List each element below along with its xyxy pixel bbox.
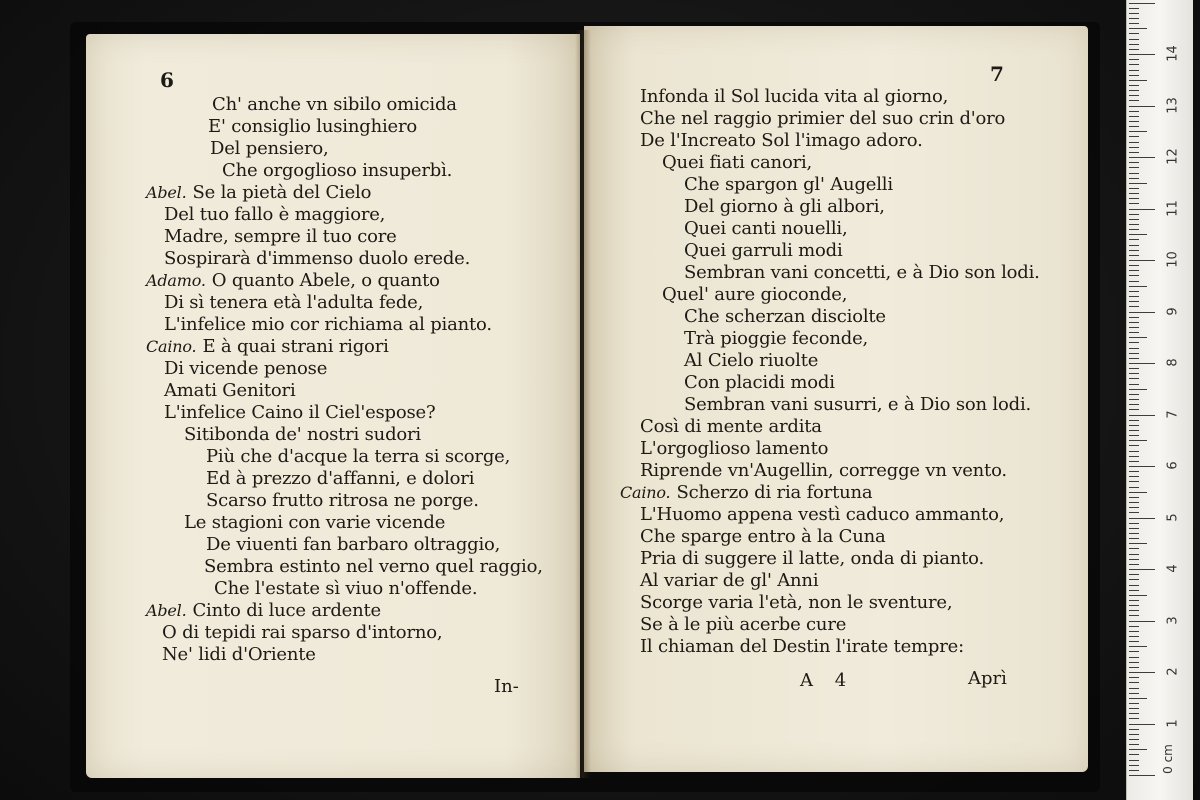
text-line — [640, 526, 886, 548]
verse-text: Quei garruli modi — [684, 240, 843, 261]
ruler-tick — [1129, 415, 1155, 416]
text-line — [640, 416, 822, 438]
measurement-ruler — [1126, 0, 1193, 800]
ruler-tick — [1129, 724, 1155, 725]
text-line — [204, 556, 543, 578]
text-line — [640, 108, 1005, 130]
verse-text: De l'Increato Sol l'imago adoro. — [640, 130, 923, 151]
ruler-tick — [1129, 657, 1139, 658]
verse-text: Che nel raggio primier del suo crin d'oro — [640, 108, 1006, 129]
ruler-tick — [1129, 111, 1139, 112]
ruler-tick — [1129, 404, 1139, 405]
right-catchword: Aprì — [968, 668, 1007, 689]
ruler-tick — [1129, 363, 1155, 364]
ruler-tick — [1129, 543, 1147, 544]
verse-text: Del tuo fallo è maggiore, — [164, 204, 386, 225]
ruler-tick — [1129, 368, 1139, 369]
text-line — [684, 174, 893, 196]
ruler-number: 7 — [1165, 409, 1181, 419]
ruler-tick — [1129, 260, 1155, 261]
verse-text: Ne' lidi d'Oriente — [162, 644, 316, 665]
ruler-tick — [1129, 605, 1139, 606]
ruler-tick — [1129, 306, 1139, 307]
ruler-tick — [1129, 265, 1139, 266]
ruler-tick — [1129, 729, 1139, 730]
ruler-tick — [1129, 461, 1139, 462]
text-line — [164, 204, 385, 226]
ruler-tick — [1129, 275, 1139, 276]
ruler-tick — [1129, 193, 1139, 194]
verse-text: Di vicende penose — [164, 358, 328, 379]
ruler-tick — [1129, 90, 1139, 91]
verse-text: L'infelice Caino il Ciel'espose? — [164, 402, 436, 423]
verse-text: Più che d'acque la terra si scorge, — [206, 446, 511, 467]
ruler-tick — [1129, 209, 1155, 210]
ruler-tick — [1129, 332, 1139, 333]
text-line — [206, 534, 500, 556]
ruler-tick — [1129, 590, 1139, 591]
text-line — [146, 336, 389, 358]
verse-text: Con placidi modi — [684, 372, 835, 393]
text-line — [684, 218, 847, 240]
ruler-tick — [1129, 39, 1139, 40]
verse-text: Le stagioni con varie vicende — [184, 512, 446, 533]
ruler-tick — [1129, 70, 1139, 71]
verse-text: Sembra estinto nel verno quel raggio, — [204, 556, 543, 577]
ruler-tick — [1129, 173, 1139, 174]
ruler-tick — [1129, 54, 1155, 55]
ruler-tick — [1129, 18, 1139, 19]
ruler-tick — [1129, 317, 1139, 318]
verse-text: Madre, sempre il tuo core — [164, 226, 397, 247]
verse-text: Scorge varia l'età, non le sventure, — [640, 592, 953, 613]
text-line — [684, 196, 885, 218]
ruler-number: 10 — [1165, 251, 1181, 268]
book-gutter — [575, 30, 591, 778]
speaker-name: Caino. — [620, 483, 671, 502]
verse-text: Sembran vani concetti, e à Dio son lodi. — [684, 262, 1040, 283]
text-line — [640, 548, 984, 570]
ruler-tick — [1129, 296, 1139, 297]
right-page-number: 7 — [990, 62, 1004, 86]
ruler-tick — [1129, 394, 1139, 395]
ruler-tick — [1129, 28, 1147, 29]
ruler-tick — [1129, 451, 1139, 452]
ruler-tick — [1129, 471, 1139, 472]
ruler-tick — [1129, 162, 1139, 163]
verse-text: L'infelice mio cor richiama al pianto. — [164, 314, 492, 335]
ruler-tick — [1129, 646, 1147, 647]
ruler-tick — [1129, 270, 1139, 271]
speaker-name: Caino. — [146, 337, 197, 356]
text-line — [640, 438, 828, 460]
ruler-number: 9 — [1165, 306, 1181, 316]
verse-text: Che orgoglioso insuperbì. — [222, 160, 453, 181]
text-line — [684, 394, 1031, 416]
ruler-tick — [1129, 239, 1139, 240]
ruler-tick — [1129, 152, 1139, 153]
ruler-tick — [1129, 497, 1139, 498]
ruler-number: 14 — [1165, 45, 1181, 62]
ruler-tick — [1129, 389, 1147, 390]
left-catchword: In- — [494, 676, 519, 697]
ruler-tick — [1129, 641, 1139, 642]
ruler-number: 12 — [1165, 148, 1181, 165]
verse-text: Che sparge entro à la Cuna — [640, 526, 886, 547]
text-line — [620, 482, 872, 504]
ruler-tick — [1129, 384, 1139, 385]
verse-text: Scarso frutto ritrosa ne porge. — [206, 490, 479, 511]
ruler-tick — [1129, 749, 1147, 750]
ruler-tick — [1129, 353, 1139, 354]
ruler-tick — [1129, 100, 1139, 101]
text-line — [146, 182, 371, 204]
ruler-tick — [1129, 693, 1139, 694]
text-line — [662, 152, 812, 174]
ruler-tick — [1129, 754, 1139, 755]
ruler-tick — [1129, 775, 1155, 776]
ruler-tick — [1129, 337, 1147, 338]
verse-text: Scherzo di ria fortuna — [676, 482, 873, 503]
ruler-tick — [1129, 507, 1139, 508]
ruler-tick — [1129, 672, 1155, 673]
verse-text: Quel' aure gioconde, — [662, 284, 848, 305]
ruler-tick — [1129, 126, 1139, 127]
ruler-number: 5 — [1165, 512, 1181, 522]
verse-text: O quanto Abele, o quanto — [211, 270, 440, 291]
text-line — [640, 592, 952, 614]
verse-text: Sembran vani susurri, e à Dio son lodi. — [684, 394, 1032, 415]
ruler-tick — [1129, 301, 1139, 302]
ruler-tick — [1129, 574, 1139, 575]
ruler-tick — [1129, 183, 1147, 184]
ruler-tick — [1129, 466, 1155, 467]
verse-text: Cinto di luce ardente — [192, 600, 381, 621]
ruler-number: 8 — [1165, 358, 1181, 367]
ruler-tick — [1129, 430, 1139, 431]
text-line — [662, 284, 847, 306]
ruler-tick — [1129, 420, 1139, 421]
left-page-number: 6 — [160, 68, 174, 92]
ruler-tick — [1129, 75, 1139, 76]
ruler-number: 3 — [1165, 615, 1181, 625]
verse-text: Trà pioggie feconde, — [684, 328, 869, 349]
ruler-number: 6 — [1165, 461, 1181, 470]
ruler-tick — [1129, 621, 1155, 622]
ruler-tick — [1129, 528, 1139, 529]
text-line — [164, 358, 327, 380]
ruler-tick — [1129, 760, 1139, 761]
ruler-tick — [1129, 342, 1139, 343]
ruler-tick — [1129, 281, 1139, 282]
text-line — [640, 460, 1007, 482]
text-line — [164, 248, 470, 270]
ruler-tick — [1129, 770, 1139, 771]
ruler-tick — [1129, 579, 1139, 580]
ruler-tick — [1129, 538, 1139, 539]
verse-text: Infonda il Sol lucida vita al giorno, — [640, 86, 949, 107]
verse-text: Pria di suggere il latte, onda di pianto. — [640, 548, 985, 569]
ruler-tick — [1129, 234, 1147, 235]
verse-text: Sitibonda de' nostri sudori — [184, 424, 421, 445]
ruler-tick — [1129, 435, 1139, 436]
text-line — [184, 512, 445, 534]
ruler-tick — [1129, 682, 1139, 683]
ruler-tick — [1129, 739, 1139, 740]
ruler-number: 13 — [1165, 96, 1181, 114]
ruler-tick — [1129, 214, 1139, 215]
ruler-tick — [1129, 708, 1139, 709]
text-line — [684, 328, 868, 350]
text-line — [212, 94, 457, 116]
ruler-tick — [1129, 569, 1155, 570]
ruler-tick — [1129, 409, 1139, 410]
text-line — [640, 614, 846, 636]
ruler-tick — [1129, 734, 1139, 735]
ruler-tick — [1129, 533, 1139, 534]
ruler-tick — [1129, 327, 1139, 328]
ruler-tick — [1129, 64, 1139, 65]
ruler-tick — [1129, 167, 1139, 168]
ruler-tick — [1129, 245, 1139, 246]
ruler-tick — [1129, 600, 1139, 601]
ruler-tick — [1129, 564, 1139, 565]
ruler-tick — [1129, 224, 1139, 225]
speaker-name: Abel. — [146, 601, 187, 620]
ruler-tick — [1129, 518, 1155, 519]
verse-text: O di tepidi rai sparso d'intorno, — [162, 622, 443, 643]
ruler-tick — [1129, 312, 1155, 313]
verse-text: Sospirarà d'immenso duolo erede. — [164, 248, 471, 269]
ruler-tick — [1129, 512, 1139, 513]
ruler-tick — [1129, 136, 1139, 137]
verse-text: Il chiaman del Destin l'irate tempre: — [640, 636, 964, 657]
ruler-tick — [1129, 610, 1139, 611]
ruler-tick — [1129, 157, 1155, 158]
ruler-tick — [1129, 373, 1139, 374]
ruler-tick — [1129, 523, 1139, 524]
ruler-number: 2 — [1165, 667, 1181, 676]
ruler-unit-label: 0 cm — [1160, 744, 1175, 774]
text-line — [640, 570, 818, 592]
text-line — [640, 86, 948, 108]
right-signature: A 4 — [800, 670, 855, 691]
ruler-tick — [1129, 698, 1147, 699]
verse-text: Al Cielo riuolte — [684, 350, 819, 371]
text-line — [146, 270, 440, 292]
ruler-tick — [1129, 399, 1139, 400]
ruler-tick — [1129, 33, 1139, 34]
text-line — [222, 160, 452, 182]
ruler-tick — [1129, 502, 1139, 503]
verse-text: De viuenti fan barbaro oltraggio, — [206, 534, 501, 555]
ruler-tick — [1129, 8, 1139, 9]
text-line — [164, 314, 492, 336]
ruler-tick — [1129, 662, 1139, 663]
ruler-tick — [1129, 219, 1139, 220]
text-line — [684, 240, 843, 262]
verse-text: Se la pietà del Cielo — [192, 182, 372, 203]
ruler-tick — [1129, 481, 1139, 482]
verse-text: Del giorno à gli albori, — [684, 196, 885, 217]
ruler-tick — [1129, 554, 1139, 555]
text-line — [206, 446, 510, 468]
verse-text: Ch' anche vn sibilo omicida — [212, 94, 457, 115]
ruler-tick — [1129, 80, 1147, 81]
verse-text: Così di mente ardita — [640, 416, 822, 437]
verse-text: L'orgoglioso lamento — [640, 438, 829, 459]
speaker-name: Abel. — [146, 183, 187, 202]
ruler-tick — [1129, 49, 1139, 50]
ruler-tick — [1129, 548, 1139, 549]
ruler-tick — [1129, 615, 1139, 616]
ruler-tick — [1129, 631, 1139, 632]
ruler-tick — [1129, 713, 1139, 714]
ruler-tick — [1129, 677, 1139, 678]
ruler-tick — [1129, 358, 1139, 359]
text-line — [684, 262, 1040, 284]
verse-text: Se à le più acerbe cure — [640, 614, 847, 635]
verse-text: Del pensiero, — [210, 138, 329, 159]
text-line — [206, 468, 474, 490]
text-line — [146, 600, 381, 622]
ruler-tick — [1129, 456, 1139, 457]
ruler-tick — [1129, 744, 1139, 745]
verse-text: Che l'estate sì viuo n'offende. — [214, 578, 478, 599]
ruler-tick — [1129, 85, 1139, 86]
ruler-number: 1 — [1165, 718, 1181, 728]
text-line — [164, 402, 435, 424]
verse-text: Quei canti nouelli, — [684, 218, 848, 239]
ruler-tick — [1129, 688, 1139, 689]
ruler-tick — [1129, 229, 1139, 230]
verse-text: Che scherzan disciolte — [684, 306, 886, 327]
ruler-tick — [1129, 286, 1147, 287]
verse-text: Amati Genitori — [164, 380, 296, 401]
ruler-number: 11 — [1165, 199, 1181, 217]
verse-text: Quei fiati canori, — [662, 152, 813, 173]
ruler-tick — [1129, 44, 1139, 45]
ruler-tick — [1129, 718, 1139, 719]
ruler-tick — [1129, 188, 1139, 189]
ruler-tick — [1129, 198, 1139, 199]
ruler-tick — [1129, 131, 1147, 132]
text-line — [640, 504, 1004, 526]
verse-text: Ed à prezzo d'affanni, e dolori — [206, 468, 475, 489]
ruler-number: 4 — [1165, 564, 1181, 573]
ruler-tick — [1129, 95, 1139, 96]
text-line — [684, 350, 818, 372]
ruler-tick — [1129, 203, 1139, 204]
ruler-tick — [1129, 636, 1139, 637]
ruler-tick — [1129, 3, 1155, 4]
verse-text: Che spargon gl' Augelli — [684, 174, 893, 195]
ruler-tick — [1129, 445, 1139, 446]
ruler-tick — [1129, 121, 1139, 122]
ruler-tick — [1129, 13, 1139, 14]
text-line — [684, 372, 835, 394]
ruler-tick — [1129, 595, 1147, 596]
text-line — [162, 622, 442, 644]
ruler-tick — [1129, 487, 1139, 488]
ruler-tick — [1129, 585, 1139, 586]
ruler-tick — [1129, 250, 1139, 251]
ruler-tick — [1129, 142, 1139, 143]
verse-text: Al variar de gl' Anni — [640, 570, 819, 591]
verse-text: E à quai strani rigori — [202, 336, 389, 357]
ruler-tick — [1129, 23, 1139, 24]
ruler-tick — [1129, 378, 1139, 379]
ruler-tick — [1129, 106, 1155, 107]
speaker-name: Adamo. — [146, 271, 206, 290]
ruler-tick — [1129, 116, 1139, 117]
ruler-tick — [1129, 291, 1139, 292]
text-line — [162, 644, 316, 666]
ruler-tick — [1129, 651, 1139, 652]
ruler-tick — [1129, 559, 1139, 560]
text-line — [210, 138, 329, 160]
ruler-tick — [1129, 667, 1139, 668]
ruler-tick — [1129, 425, 1139, 426]
ruler-tick — [1129, 255, 1139, 256]
ruler-tick — [1129, 476, 1139, 477]
text-line — [164, 226, 397, 248]
ruler-tick — [1129, 178, 1139, 179]
text-line — [214, 578, 477, 600]
ruler-tick — [1129, 147, 1139, 148]
ruler-tick — [1129, 348, 1139, 349]
text-line — [206, 490, 479, 512]
text-line — [640, 130, 923, 152]
text-line — [164, 380, 296, 402]
ruler-tick — [1129, 492, 1147, 493]
verse-text: Di sì tenera età l'adulta fede, — [164, 292, 424, 313]
ruler-tick — [1129, 626, 1139, 627]
verse-text: Riprende vn'Augellin, corregge vn vento. — [640, 460, 1007, 481]
ruler-tick — [1129, 322, 1139, 323]
text-line — [184, 424, 421, 446]
text-line — [640, 636, 964, 658]
ruler-tick — [1129, 703, 1139, 704]
text-line — [164, 292, 423, 314]
verse-text: L'Huomo appena vestì caduco ammanto, — [640, 504, 1005, 525]
ruler-tick — [1129, 765, 1139, 766]
text-line — [208, 116, 417, 138]
text-line — [684, 306, 886, 328]
ruler-tick — [1129, 59, 1139, 60]
ruler-tick — [1129, 440, 1147, 441]
verse-text: E' consiglio lusinghiero — [208, 116, 418, 137]
